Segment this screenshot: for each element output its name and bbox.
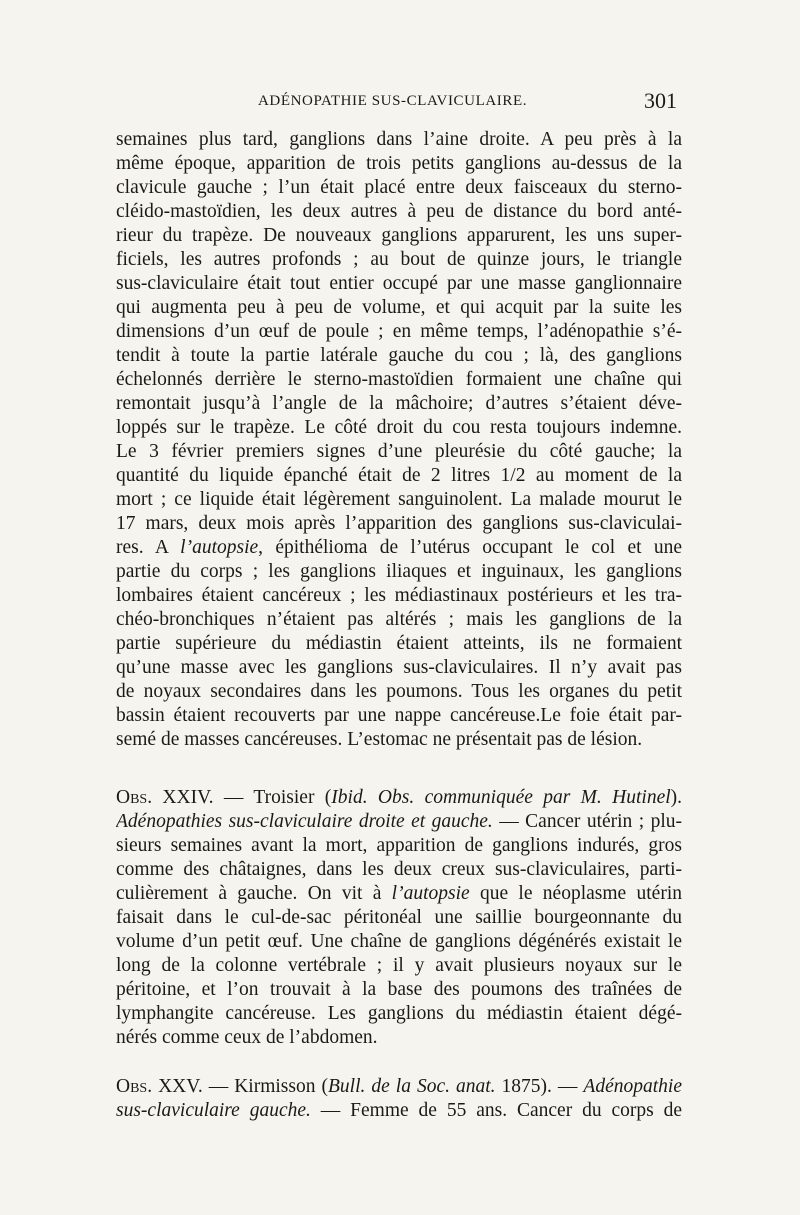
text-run: culièrement à gauche. On vit à [116, 883, 392, 904]
text-run: ). [670, 787, 682, 808]
text-line: mort ; ce liquide était légèrement sanguinolent. La malade mourut le [116, 489, 682, 510]
text-line: qui augmenta peu à peu de volume, et qui acquit par la suite les [116, 297, 682, 318]
text-line: qu’une masse avec les ganglions sus-claviculaires. Il n’y avait pas [116, 657, 682, 678]
text-line: Le 3 février premiers signes d’une pleurésie du côté gauche; la [116, 441, 682, 462]
text-run: — Troisier ( [213, 787, 332, 808]
text-line: sieurs semaines avant la mort, apparition de ganglions indurés, gros [116, 835, 682, 856]
text-line: nérés comme ceux de l’abdomen. [116, 1027, 378, 1048]
italic-heading: Adénopathies sus-claviculaire droite et gauche. [116, 811, 493, 832]
text-line: loppés sur le trapèze. Le côté droit du cou resta toujours indemne. [116, 417, 682, 438]
text-line [116, 882, 682, 906]
text-line: ficiels, les autres profonds ; au bout de quinze jours, le triangle [116, 249, 682, 270]
text-run: — Femme de 55 ans. Cancer du corps de [310, 1100, 682, 1121]
text-run: que le néoplasme utérin [469, 883, 682, 904]
paragraph-case-continuation [116, 128, 682, 752]
text-line: dimensions d’un œuf de poule ; en même temps, l’adénopathie s’é- [116, 321, 682, 342]
text-line [116, 810, 682, 834]
italic-heading: sus-claviculaire gauche. [116, 1100, 311, 1121]
text-line: cléido-mastoïdien, les deux autres à peu de distance du bord anté- [116, 201, 682, 222]
page-number: 301 [644, 88, 677, 113]
text-line: sus-claviculaire était tout entier occupé par une masse ganglionnaire [116, 273, 682, 294]
italic-term: l’autopsie [391, 883, 470, 904]
text-run: — Kirmisson ( [202, 1076, 328, 1097]
italic-reference: Bull. de la Soc. anat. [327, 1076, 496, 1097]
text-line: clavicule gauche ; l’un était placé entre deux faisceaux du sterno- [116, 177, 682, 198]
text-line: lymphangite cancéreuse. Les ganglions du médiastin étaient dégé- [116, 1003, 682, 1024]
observation-label: Obs. XXV. [116, 1076, 203, 1097]
text-line: de noyaux secondaires dans les poumons. Tous les organes du petit [116, 681, 682, 702]
text-line: partie supérieure du médiastin étaient atteints, ils ne formaient [116, 633, 682, 654]
observation-label: Obs. XXIV. [116, 787, 214, 808]
text-line [116, 1099, 682, 1123]
observation-24 [116, 786, 682, 1050]
text-line: semé de masses cancéreuses. L’estomac ne présentait pas de lésion. [116, 729, 643, 750]
text-line: même époque, apparition de trois petits ganglions au-dessus de la [116, 153, 682, 174]
text-line: lombaires étaient cancéreux ; les médiastinaux postérieurs et les tra- [116, 585, 682, 606]
text-line [116, 1075, 682, 1099]
text-line: quantité du liquide épanché était de 2 litres 1/2 au moment de la [116, 465, 682, 486]
text-line: 17 mars, deux mois après l’apparition des ganglions sus-claviculai- [116, 513, 682, 534]
running-title: ADÉNOPATHIE SUS-CLAVICULAIRE. [258, 93, 528, 109]
text-run: , épithélioma de l’utérus occupant le col et une [258, 537, 682, 558]
text-line: échelonnés derrière le sterno-mastoïdien formaient une chaîne qui [116, 369, 682, 390]
text-line: volume d’un petit œuf. Une chaîne de ganglions dégénérés existait le [116, 931, 682, 952]
text-line: tendit à toute la partie latérale gauche du cou ; là, des ganglions [116, 345, 682, 366]
text-line: péritoine, et l’on trouvait à la base des poumons des traînées de [116, 979, 682, 1000]
italic-heading: Adénopathie [583, 1076, 682, 1097]
text-run: res. A [116, 537, 181, 558]
text-line: semaines plus tard, ganglions dans l’aine droite. A peu près à la [116, 129, 682, 150]
text-line: bassin étaient recouverts par une nappe cancéreuse.Le foie était par- [116, 705, 682, 726]
text-line [116, 536, 682, 560]
text-line: faisait dans le cul-de-sac péritonéal une saillie bourgeonnante du [116, 907, 682, 928]
text-line: remontait jusqu’à l’angle de la mâchoire; d’autres s’étaient déve- [116, 393, 682, 414]
text-line: long de la colonne vertébrale ; il y avait plusieurs noyaux sur le [116, 955, 682, 976]
text-run: — Cancer utérin ; plu- [492, 811, 682, 832]
text-line [116, 786, 682, 810]
observation-25 [116, 1075, 682, 1123]
text-line: partie du corps ; les ganglions iliaques et inguinaux, les ganglions [116, 561, 682, 582]
text-line: rieur du trapèze. De nouveaux ganglions apparurent, les uns super- [116, 225, 682, 246]
text-run: 1875). — [495, 1076, 584, 1097]
italic-term: l’autopsie [180, 537, 259, 558]
text-line: chéo-bronchiques n’étaient pas altérés ; mais les ganglions de la [116, 609, 682, 630]
italic-reference: Ibid. Obs. communiquée par M. Hutinel [331, 787, 671, 808]
text-line: comme des châtaignes, dans les deux creux sus-claviculaires, parti- [116, 859, 682, 880]
